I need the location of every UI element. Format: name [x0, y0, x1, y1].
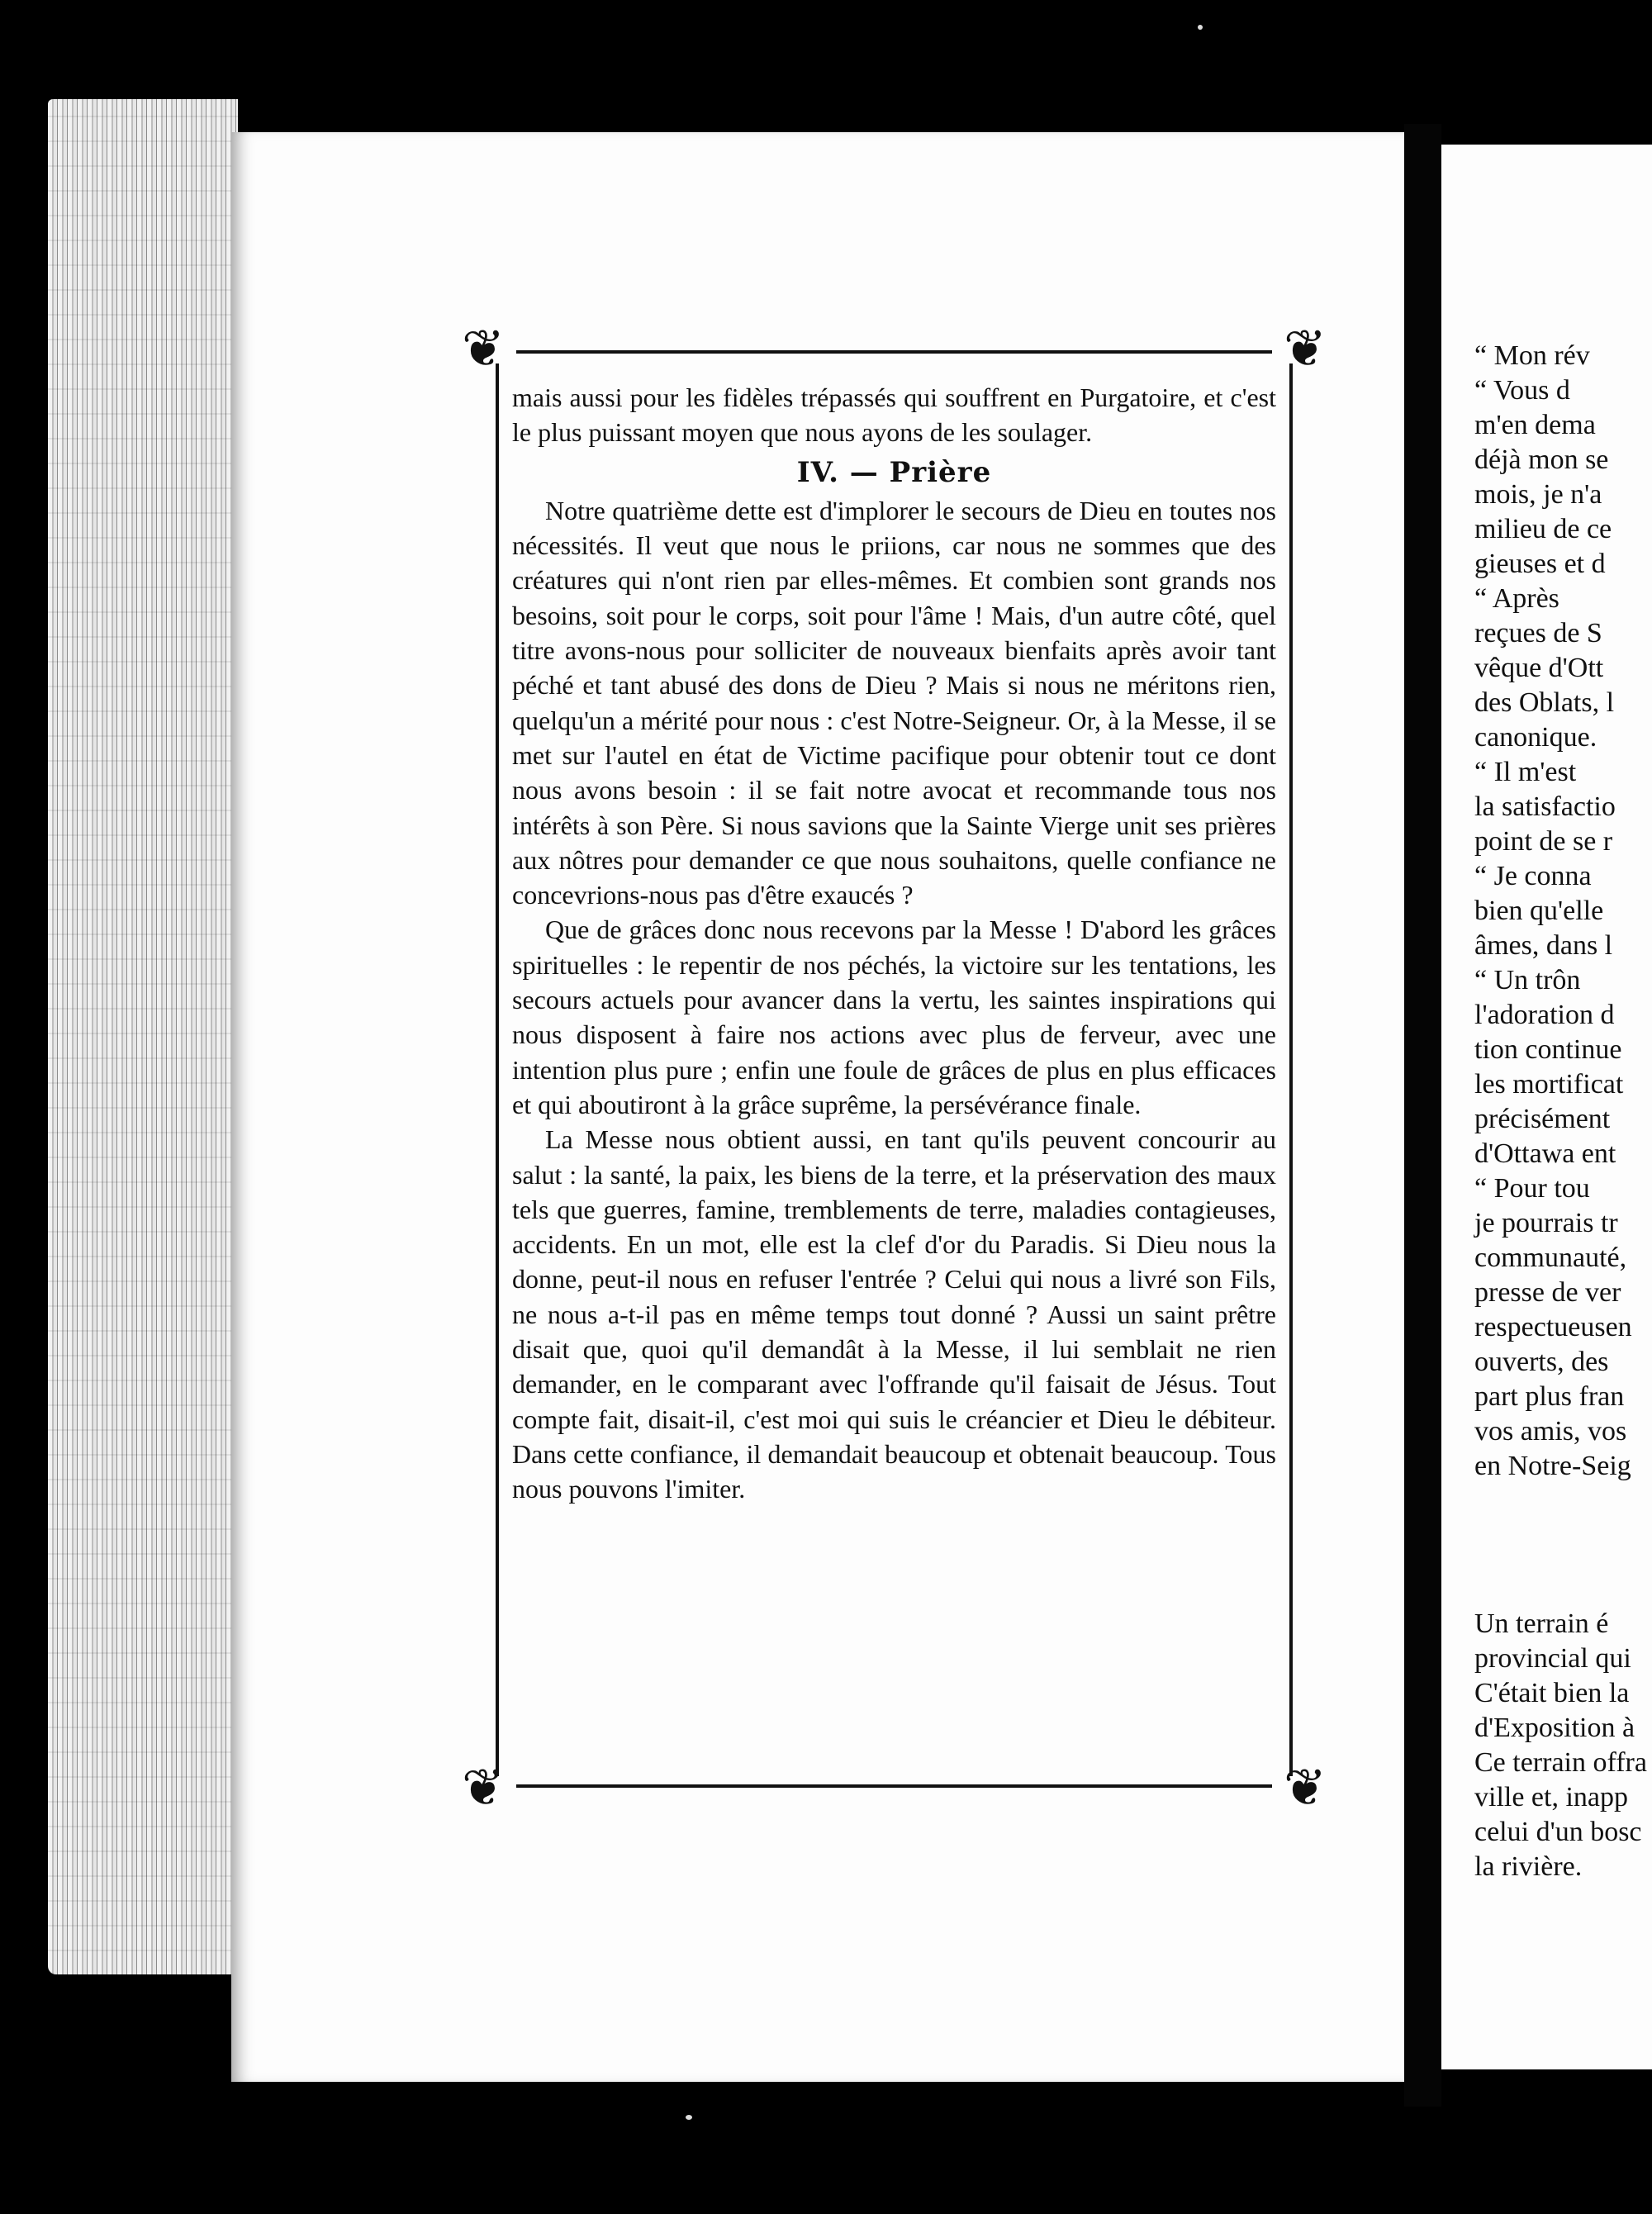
right-page-line: Un terrain é	[1474, 1608, 1609, 1639]
right-page-line: d'Exposition à	[1474, 1713, 1635, 1743]
right-page-line: déjà mon se	[1474, 444, 1609, 475]
right-page-line: “ Il m'est	[1474, 757, 1577, 787]
right-page-line: m'en dema	[1474, 410, 1596, 440]
right-page-line: bien qu'elle	[1474, 896, 1604, 926]
right-page-line: d'Ottawa ent	[1474, 1138, 1616, 1169]
paragraph: La Messe nous obtient aussi, en tant qu'ils peuvent concourir au salut : la santé, la paix, les biens de la terre, et la préservation des maux tels que guerres, famine, tremblements de terre, maladies contagieuses, accidents. En un mot, elle est la clef d'or du Paradis. Si Dieu nous la donne, peut-il nous en refuser l'entrée ? Celui qui nous a livré son Fils, ne nous a-t-il pas en même temps tout donné ? Aussi un saint prêtre disait que, quoi qu'il demandât à la Messe, il lui semblait ne rien demander, en le comparant avec l'offrande qu'il faisait de Jésus. Tout compte fait, disait-il, c'est moi qui suis le créancier et Dieu le débiteur. Dans cette confiance, il demandait beaucoup et obtenait beaucoup. Tous nous pouvons l'imiter.	[512, 1124, 1276, 1504]
corner-ornament-icon: ❦	[1284, 1760, 1327, 1817]
frame-left-rule	[496, 363, 499, 1776]
paragraph: Que de grâces donc nous recevons par la Messe ! D'abord les grâces spirituelles : le repentir de nos péchés, la victoire sur les tentations, les secours actuels pour avancer dans la vertu, les saintes inspirations qui nous disposent à faire nos actions avec plus de ferveur, avec une intention plus pure ; enfin une foule de grâces de plus en plus efficaces et qui aboutiront à la grâce suprême, la persévérance finale.	[512, 915, 1276, 1119]
paper-speck	[1198, 25, 1203, 30]
frame-bottom-rule	[516, 1784, 1272, 1788]
right-page-line: précisément	[1474, 1104, 1611, 1134]
book-page-edges	[48, 99, 238, 1974]
right-page-line: “ Un trôn	[1474, 965, 1581, 995]
corner-ornament-icon: ❦	[1284, 321, 1327, 378]
right-page-line: gieuses et d	[1474, 549, 1606, 579]
right-page-line: la satisfactio	[1474, 791, 1616, 822]
right-page-line: vêque d'Ott	[1474, 653, 1604, 683]
corner-ornament-icon: ❦	[462, 321, 505, 378]
right-page-line: celui d'un bosc	[1474, 1817, 1642, 1847]
right-page-line: point de se r	[1474, 826, 1613, 857]
right-page-line: l'adoration d	[1474, 1000, 1615, 1030]
book-gutter	[1404, 124, 1441, 2107]
frame-right-rule	[1289, 363, 1293, 1776]
right-page-line: “ Je conna	[1474, 861, 1592, 891]
right-page-line: la rivière.	[1474, 1851, 1583, 1882]
right-page-line: ouverts, des	[1474, 1347, 1609, 1377]
right-page-line: respectueusen	[1474, 1312, 1632, 1342]
paper-speck	[686, 2115, 692, 2120]
section-heading: IV. — Prière	[796, 455, 992, 489]
right-page-text-bottom	[1474, 1607, 1652, 1884]
right-page-line: tion continue	[1474, 1034, 1622, 1065]
right-page-line: presse de ver	[1474, 1277, 1621, 1308]
right-page-line: Ce terrain offra	[1474, 1747, 1647, 1778]
right-page-line: milieu de ce	[1474, 514, 1612, 544]
right-page-line: communauté,	[1474, 1242, 1627, 1273]
right-page-line: “ Pour tou	[1474, 1173, 1590, 1204]
page-body-text	[512, 380, 1276, 1507]
right-page-line: reçues de S	[1474, 618, 1602, 649]
right-page-line: les mortificat	[1474, 1069, 1624, 1100]
right-page-line: “ Après	[1474, 583, 1559, 614]
text-frame	[462, 321, 1327, 1817]
right-page-line: âmes, dans l	[1474, 930, 1613, 961]
right-page-line: des Oblats, l	[1474, 687, 1615, 718]
frame-top-rule	[516, 350, 1272, 354]
paragraph: mais aussi pour les fidèles trépassés qui souffrent en Purgatoire, et c'est le plus puissant moyen que nous ayons de les soulager.	[512, 382, 1276, 448]
right-page-line: ville et, inapp	[1474, 1782, 1629, 1813]
right-page-text-top	[1474, 339, 1652, 1484]
right-page-line: je pourrais tr	[1474, 1208, 1618, 1238]
right-page-line: “ Mon rév	[1474, 340, 1590, 371]
corner-ornament-icon: ❦	[462, 1760, 505, 1817]
right-page-line: canonique.	[1474, 722, 1597, 753]
right-page-line: C'était bien la	[1474, 1678, 1630, 1708]
right-page-line: vos amis, vos	[1474, 1416, 1627, 1447]
paragraph: Notre quatrième dette est d'implorer le secours de Dieu en toutes nos nécessités. Il veut que nous le priions, car nous ne sommes que des créatures qui n'ont rien par elles-mêmes. Et combien sont grands nos besoins, soit pour le corps, soit pour l'âme ! Mais, d'un autre côté, quel titre avons-nous pour solliciter de nouveaux bienfaits après avoir tant péché et tant abusé des dons de Dieu ? Mais si nous ne méritons rien, quelqu'un a mérité pour nous : c'est Notre-Seigneur. Or, à la Messe, il se met sur l'autel en état de Victime pacifique pour obtenir tout ce dont nous avons besoin : il se fait notre avocat et recommande tous nos intérêts à son Père. Si nous savions que la Sainte Vierge unit ses prières aux nôtres pour demander ce que nous souhaitons, quelle confiance ne concevrions-nous pas d'être exaucés ?	[512, 495, 1276, 910]
right-page-line: part plus fran	[1474, 1381, 1625, 1412]
right-page-line: en Notre-Seig	[1474, 1451, 1631, 1481]
right-page-line: mois, je n'a	[1474, 479, 1602, 510]
right-page	[1441, 145, 1652, 2069]
right-page-line: “ Vous d	[1474, 375, 1570, 406]
right-page-line: provincial qui	[1474, 1643, 1631, 1674]
